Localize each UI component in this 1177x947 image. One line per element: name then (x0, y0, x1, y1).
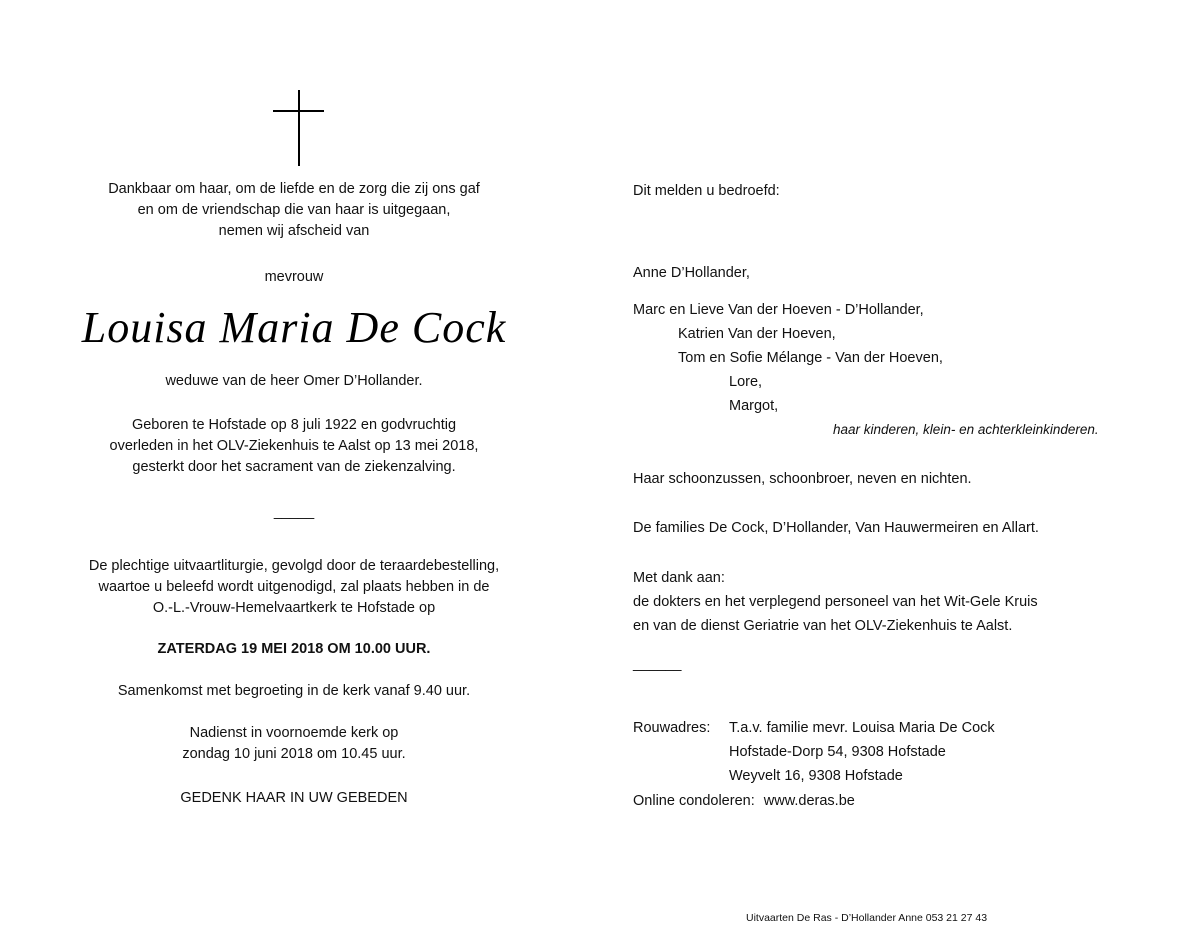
liturgy-line: waartoe u beleefd wordt uitgenodigd, zal plaats hebben in de (98, 579, 490, 595)
address-line: Weyvelt 16, 9308 Hofstade (729, 768, 903, 784)
service-line: zondag 10 juni 2018 om 10.45 uur. (182, 746, 406, 762)
thanks-line: de dokters en het verplegend personeel van het Wit-Gele Kruis (633, 594, 1038, 610)
family-katrien: Katrien Van der Hoeven, (678, 326, 836, 342)
service-text (60, 723, 528, 765)
address-line: Hofstade-Dorp 54, 9308 Hofstade (729, 744, 946, 760)
thanks-text (633, 566, 1038, 638)
birth-line: Geboren te Hofstade op 8 juli 1922 en godvruchtig (131, 417, 457, 433)
intro-line: nemen wij afscheid van (218, 223, 370, 239)
prayer-text: GEDENK HAAR IN UW GEBEDEN (180, 790, 408, 806)
family-lore: Lore, (729, 374, 763, 390)
thanks-line: en van de dienst Geriatrie van het OLV-Ziekenhuis te Aalst. (633, 618, 1013, 634)
thanks-line: Met dank aan: (633, 570, 725, 586)
intro-line: Dankbaar om haar, om de liefde en de zorg die zij ons gaf (108, 181, 480, 197)
family-relation: haar kinderen, klein- en achterkleinkinderen. (833, 422, 1099, 437)
liturgy-text (60, 556, 528, 619)
family-margot: Margot, (729, 398, 779, 414)
birth-death-text (60, 415, 528, 478)
announce-text: Dit melden u bedroefd: (633, 183, 780, 199)
birth-line: gesterkt door het sacrament van de ziekenzalving. (132, 459, 456, 475)
inlaws-text: Haar schoonzussen, schoonbroer, neven en nichten. (633, 471, 972, 487)
family-marc: Marc en Lieve Van der Hoeven - D’Hollander, (633, 302, 924, 318)
liturgy-line: O.-L.-Vrouw-Hemelvaartkerk te Hofstade op (152, 600, 436, 616)
footer-text: Uitvaarten De Ras - D’Hollander Anne 053 21 27 43 (746, 912, 988, 924)
family-tom: Tom en Sofie Mélange - Van der Hoeven, (678, 350, 943, 366)
families-text: De families De Cock, D’Hollander, Van Hauwermeiren en Allart. (633, 520, 1039, 536)
left-separator: _____ (273, 504, 315, 520)
online-url[interactable]: www.deras.be (763, 793, 855, 809)
intro-text (60, 179, 528, 242)
family-anne: Anne D’Hollander, (633, 265, 750, 281)
address-line: T.a.v. familie mevr. Louisa Maria De Cock (729, 720, 995, 736)
title-mevrouw: mevrouw (264, 269, 324, 285)
deceased-name: Louisa Maria De Cock (81, 303, 507, 352)
right-separator: ______ (633, 656, 682, 672)
address-label: Rouwadres: (633, 720, 711, 736)
funeral-date: ZATERDAG 19 MEI 2018 OM 10.00 UUR. (157, 641, 431, 657)
service-line: Nadienst in voornoemde kerk op (189, 725, 399, 741)
meeting-text: Samenkomst met begroeting in de kerk vanaf 9.40 uur. (117, 683, 471, 699)
address-block (729, 716, 995, 788)
intro-line: en om de vriendschap die van haar is uitgegaan, (137, 202, 451, 218)
birth-line: overleden in het OLV-Ziekenhuis te Aalst op 13 mei 2018, (109, 438, 479, 454)
liturgy-line: De plechtige uitvaartliturgie, gevolgd door de teraardebestelling, (88, 558, 500, 574)
online-label: Online condoleren: (633, 793, 755, 809)
online-condolence (633, 789, 855, 813)
widow-line: weduwe van de heer Omer D’Hollander. (165, 373, 423, 389)
